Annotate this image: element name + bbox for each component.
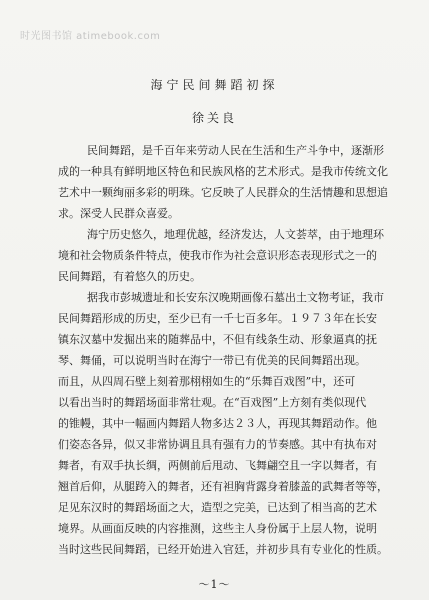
paragraph-line: 民间舞蹈，有着悠久的历史。 xyxy=(58,270,201,283)
paragraph-line: 足见东汉时的舞蹈场面之大，造型之完美，已达到了相当高的艺术 xyxy=(58,501,377,514)
paragraph-line: 的锥幔，其中一幅画内舞蹈人物多达２３人，再现其舞蹈动作。他 xyxy=(58,417,377,430)
paragraph-line: 琴、舞俑，可以说明当时在海宁一带已有优美的民间舞蹈出现。 xyxy=(58,354,366,367)
paragraph-line: 当时这些民间舞蹈，已经开始进入官廷，并初步具有专业化的性质。 xyxy=(58,543,388,556)
paragraph-line: 海宁历史悠久，地理优越，经济发达，人文荟萃，由于地理环 xyxy=(87,228,384,241)
paragraph-line: 民间舞蹈，是千百年来劳动人民在生活和生产斗争中，逐渐形 xyxy=(87,144,384,157)
paragraph-line: 镇东汉墓中发掘出来的随葬品中，不但有线条生动、形象逼真的抚 xyxy=(58,333,377,346)
document-title: 海宁民间舞蹈初探 xyxy=(150,78,279,92)
page-number: ～1～ xyxy=(198,578,231,591)
paragraph-line: 境界。从画面反映的内容推测，这些主人身份属于上层人物，说明 xyxy=(58,522,377,535)
author-name: 徐关良 xyxy=(191,111,237,125)
paragraph-line: 以看出当时的舞蹈场面非常壮观。在“百戏图”上方刻有类似现代 xyxy=(58,396,367,409)
paragraph-line: 艺术中一颗绚丽多彩的明珠。它反映了人民群众的生活情趣和思想追 xyxy=(58,186,388,199)
paragraph-line: 民间舞蹈形成的历史，至少已有一千七百多年。１９７３年在长安 xyxy=(58,312,377,325)
paragraph-line: 舞者，有双手执长绸，两侧前后甩动、飞舞翩空且一字以舞者，有 xyxy=(58,459,377,472)
paragraph-line: 成的一种具有鲜明地区特色和民族风格的艺术形式。是我市传统文化 xyxy=(58,165,388,178)
paragraph-line: 而且，从四周石壁上刻着那栩栩如生的“乐舞百戏图”中，还可 xyxy=(58,375,356,388)
watermark: 时光图书馆 atimebook.com xyxy=(20,31,161,42)
paragraph-line: 翘首后仰，从腿跨入的舞者，还有袒胸背露身着膝盖的武舞者等等， xyxy=(58,480,388,493)
paragraph-line: 们姿态各异，似又非常协调且具有强有力的节奏感。其中有执布对 xyxy=(58,438,377,451)
paragraph-line: 境和社会物质条件特点，使我市作为社会意识形态表现形式之一的 xyxy=(58,249,377,262)
paragraph-line: 求。深受人民群众喜爱。 xyxy=(58,207,179,220)
paragraph-line: 据我市彭城遗址和长安东汉晚期画像石墓出土文物考证，我市 xyxy=(87,291,384,304)
body-text xyxy=(58,140,403,560)
